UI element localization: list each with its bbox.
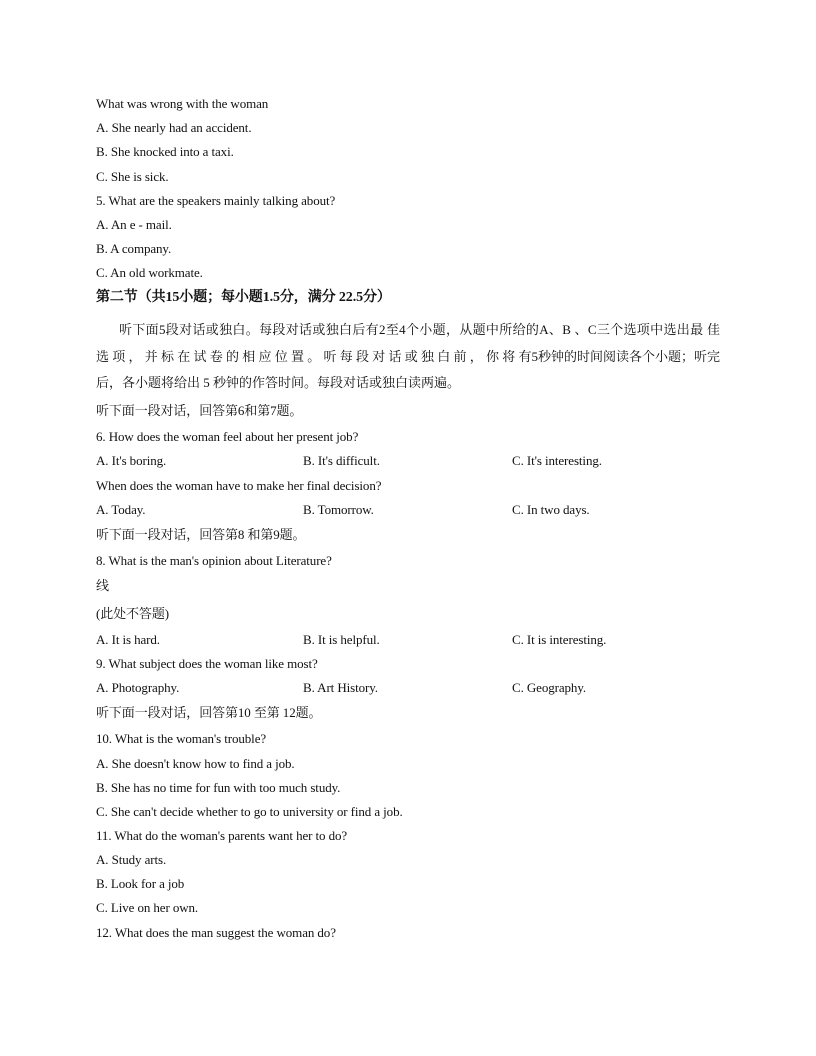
- question-6-stem: 6. How does the woman feel about her present job?: [96, 429, 359, 444]
- group-3-intro: 听下面一段对话，回答第10 至第 12题。: [96, 705, 322, 720]
- group-1-intro: 听下面一段对话，回答第6和第7题。: [96, 403, 303, 418]
- question-7-option-a: A. Today.: [96, 502, 146, 517]
- question-9-option-c: C. Geography.: [512, 680, 587, 695]
- question-4-option-c: C. She is sick.: [96, 169, 169, 184]
- question-6-option-b: B. It's difficult.: [303, 453, 380, 468]
- question-6-option-a: A. It's boring.: [96, 453, 167, 468]
- question-11-stem: 11. What do the woman's parents want her to do?: [96, 828, 348, 843]
- question-9-stem: 9. What subject does the woman like most?: [96, 656, 318, 671]
- no-answer-note: (此处不答题): [96, 606, 169, 621]
- question-4-stem: What was wrong with the woman: [96, 96, 269, 111]
- question-4-option-b: B. She knocked into a taxi.: [96, 144, 234, 159]
- question-5-stem: 5. What are the speakers mainly talking about?: [96, 193, 336, 208]
- question-10-stem: 10. What is the woman's trouble?: [96, 731, 267, 746]
- binding-line-mark: 线: [96, 578, 109, 593]
- question-10-option-c: C. She can't decide whether to go to university or find a job.: [96, 804, 403, 819]
- question-5-option-b: B. A company.: [96, 241, 172, 256]
- question-11-option-c: C. Live on her own.: [96, 900, 199, 915]
- question-9-option-b: B. Art History.: [303, 680, 378, 695]
- question-5-option-a: A. An e - mail.: [96, 217, 172, 232]
- question-4-option-a: A. She nearly had an accident.: [96, 120, 252, 135]
- question-6-option-c: C. It's interesting.: [512, 453, 602, 468]
- question-11-option-b: B. Look for a job: [96, 876, 185, 891]
- question-5-option-c: C. An old workmate.: [96, 265, 203, 280]
- question-8-option-a: A. It is hard.: [96, 632, 160, 647]
- section-2-heading: 第二节（共15小题；每小题1.5分，满分 22.5分）: [96, 290, 391, 305]
- question-8-option-b: B. It is helpful.: [303, 632, 380, 647]
- question-7-stem: When does the woman have to make her final decision?: [96, 478, 382, 493]
- question-7-option-b: B. Tomorrow.: [303, 502, 374, 517]
- question-10-option-b: B. She has no time for fun with too much study.: [96, 780, 341, 795]
- question-10-option-a: A. She doesn't know how to find a job.: [96, 756, 295, 771]
- question-7-option-c: C. In two days.: [512, 502, 590, 517]
- question-9-option-a: A. Photography.: [96, 680, 180, 695]
- question-11-option-a: A. Study arts.: [96, 852, 167, 867]
- question-8-option-c: C. It is interesting.: [512, 632, 607, 647]
- question-12-stem: 12. What does the man suggest the woman do?: [96, 925, 336, 940]
- question-8-stem: 8. What is the man's opinion about Literature?: [96, 553, 332, 568]
- group-2-intro: 听下面一段对话，回答第8 和第9题。: [96, 527, 306, 542]
- section-2-instructions: 听下面5段对话或独白。每段对话或独白后有2至4个小题，从题中所给的A、B 、C三个选项中选出最 佳 选 项 ， 并 标 在 试 卷 的 相 应 位 置 。 听 每 段 对 话 或 独 白 前 ， 你 将 有5秒钟的时间阅读各个小题；听完后，各小题将给出 5 秒钟的作答时间。每段对话或独白读两遍。: [96, 322, 721, 390]
